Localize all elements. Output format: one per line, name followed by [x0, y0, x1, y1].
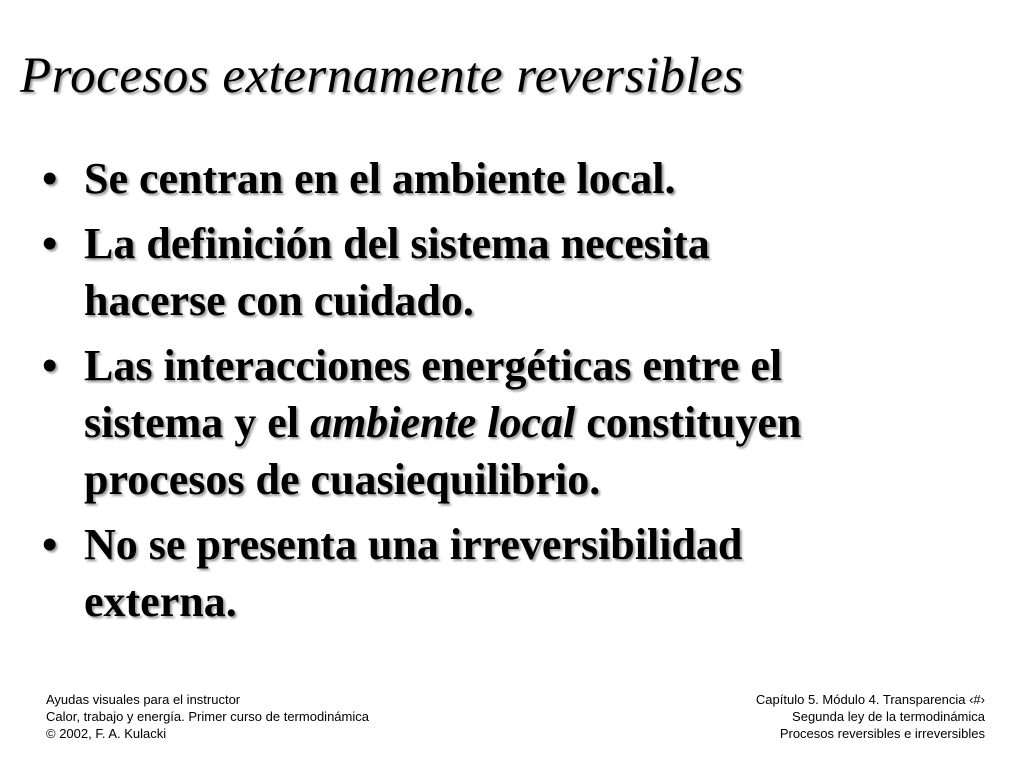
emphasized-term: ambiente local [310, 398, 576, 447]
footer-topic-line: Segunda ley de la termodinámica [792, 709, 985, 724]
bullet-text-line: No se presenta una irreversibilidad [84, 520, 743, 569]
bullet-text [84, 520, 742, 626]
bullet-item [42, 215, 1002, 329]
bullet-text-line: Las interacciones energéticas entre el [84, 341, 783, 390]
bullet-text [84, 341, 801, 504]
bullet-glyph: • [42, 341, 58, 390]
bullet-text-line: hacerse con cuidado. [84, 276, 474, 325]
bullet-item [42, 337, 1002, 508]
bullet-list [42, 150, 1002, 638]
footer-left [46, 691, 369, 742]
slide-title: Procesos externamente reversibles [20, 48, 744, 104]
bullet-item [42, 150, 1002, 207]
bullet-text-line: procesos de cuasiequilibrio. [84, 455, 601, 504]
bullet-text-line: externa. [84, 577, 237, 626]
bullet-text [84, 219, 710, 325]
bullet-text: Se centran en el ambiente local. [84, 154, 676, 203]
bullet-text-segment: sistema y el [84, 398, 311, 447]
bullet-glyph: • [42, 154, 58, 203]
bullet-glyph: • [42, 520, 58, 569]
footer-copyright-line: © 2002, F. A. Kulacki [46, 726, 167, 741]
footer-course-line: Ayudas visuales para el instructor [46, 692, 241, 707]
bullet-item [42, 516, 1002, 630]
footer-book-line: Calor, trabajo y energía. Primer curso de termodinámica [46, 709, 369, 724]
bullet-text-line: La definición del sistema necesita [84, 219, 710, 268]
footer-right [756, 691, 985, 742]
bullet-glyph: • [42, 219, 58, 268]
footer-subtopic-line: Procesos reversibles e irreversibles [779, 726, 985, 741]
footer-chapter-line: Capítulo 5. Módulo 4. Transparencia ‹#› [755, 692, 985, 707]
bullet-text-segment: constituyen [575, 398, 802, 447]
